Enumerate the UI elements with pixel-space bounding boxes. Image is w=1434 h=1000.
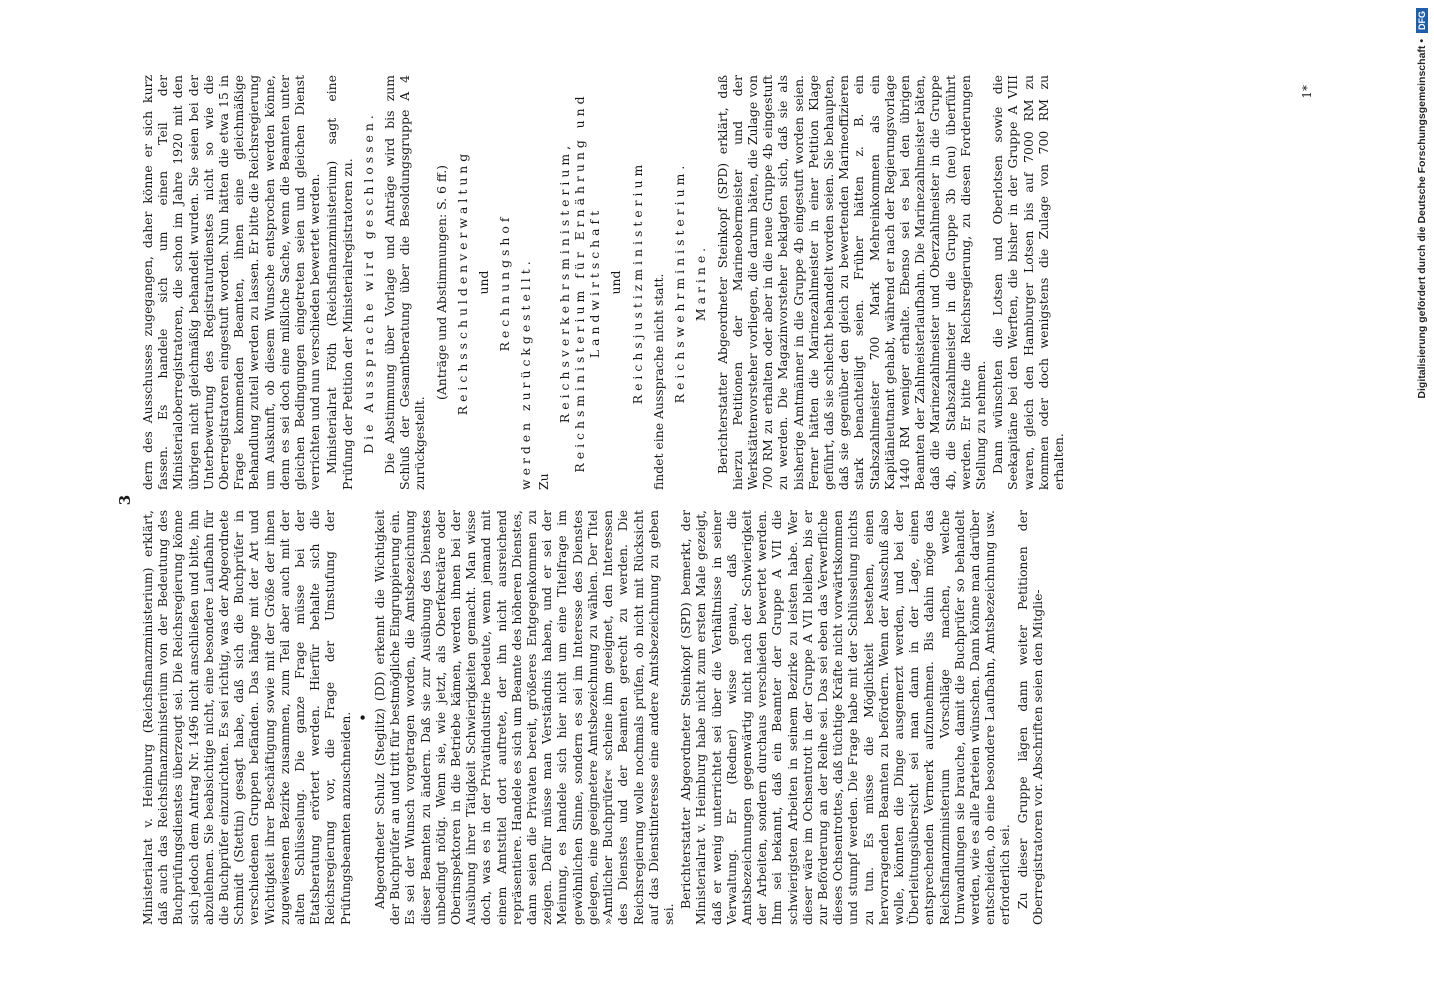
sheet-content [110, 65, 1320, 935]
digitization-notice-inner [1412, 8, 1432, 992]
heading-justice-ministry: Reichsjustizministerium [629, 160, 645, 405]
separator-dot: • [354, 713, 370, 722]
no-debate-text: findet eine Aussprache nicht statt. [650, 273, 666, 490]
footer-mark: 1* [1300, 85, 1314, 99]
paragraph-navy: Berichterstatter Abgeordneter Steinkopf (SPD) erklärt, daß hierzu Petitionen der Marineobermeister und der Werkstättenvorsteher vorliegen, die darum bäten, die Zulage von 700 RM zu erhalten oder aber in die neue Gruppe 4b eingestuft zu werden. Die Magazinvorsteher beklagten sich, daß sie als bisherige Amtmänner in die Gruppe 4b eingestuft worden seien. Ferner hätten die Marinezahlmeister in einer Petition Klage geführt, daß sie schlecht behandelt worden seien. Sie behaupten, daß sie gegenüber den gleich zu bewertenden Marineoffizieren stark benachteiligt seien. Früher hätten z. B. ein Stabszahlmeister 700 Mark Mehreinkommen als ein Kapitänleutnant gehabt, während er nach der Regierungsvorlage 1440 RM weniger erhalte. Ebenso sei es bei den übrigen Beamten der Zahlmeisterlaufbahn. Die Marinezahlmeister bäten, daß die Marinezahlmeister und Oberzahlmeister in die Gruppe 4b, die Stabszahlmeister in die Gruppe 3b (neu) überführt werden. Er bitte die Reichsregierung, zu diesen Forderungen Stellung zu nehmen. [714, 75, 988, 490]
dfg-logo: DFG [1416, 8, 1428, 33]
heading-audit-office: Rechnungshof [497, 213, 513, 352]
vote-text: Die Abstimmung über Vorlage und Anträge wird bis zum Schluß der Gesamtberatung über die Besoldungsgruppe A 4 zurückgestellt. [382, 75, 428, 490]
deferred-text: werden zurückgestellt. [518, 257, 534, 490]
paragraph-heimburg: Ministerialrat v. Heimburg (Reichsfinanzministerium) erklärt, daß auch das Reichsfinanzministerium von der Bedeutung des Buchprüfungsdienstes überzeugt sei. Die Reichsregierung könne sich jedoch dem Antrag Nr. 1496 nicht anschließen und bitte, ihn abzulehnen. Sie beabsichtige nicht, eine besondere Laufbahn für die Buchprüfer einzurichten. Es sei richtig, was der Abgeordnete Schmidt (Stettin) gesagt habe, daß sich die Buchprüfer in verschiedenen Gruppen befänden. Das hänge mit der Art und Wichtigkeit ihrer Beschäftigung sowie mit der Größe der ihnen zugewiesenen Bezirke zusammen, zum Teil aber auch mit der alten Schlüsselung. Die ganze Frage müsse bei der Etatsberatung erörtert werden. Hierfür behalte sich die Reichsregierung vor, die Frage der Umstufung der Prüfungsbeamten anzuschneiden. [140, 510, 353, 925]
vote-reference: (Anträge und Abstimmungen: S. 6 ff.) [433, 165, 449, 400]
paragraph-oberregistratoren: Zu dieser Gruppe lägen dann weiter Petitionen der Oberregistratoren vor. Abschriften seien den Mitglie- [1014, 510, 1045, 925]
digitization-notice [1412, 8, 1432, 992]
heading-defense-ministry: Reichswehrministerium. [672, 161, 688, 404]
rotated-sheet [110, 65, 1320, 935]
zu-word: Zu [535, 473, 551, 490]
paragraph-steinkopf: Berichterstatter Abgeordneter Steinkopf (SPD) bemerkt, der Ministerialrat v. Heimburg habe nicht zum ersten Male gezeigt, daß er wenig unterrichtet sei über die Verhältnisse in seiner Verwaltung. Er (Redner) wisse genau, daß die Amtsbezeichnungen gegenwärtig nicht nach der Schwierigkeit der Arbeiten, sondern durchaus verschieden bewertet werden. Ihm sei bekannt, daß ein Beamter der Gruppe A VII die schwierigsten Arbeiten in seinem Bezirke zu leisten habe. Wer dieser wäre im Ochsentrott in der Gruppe A VII bleiben, bis er zur Beförderung an der Reihe sei. Das sei eben das Verwerfliche dieses Ochsentrottes, daß tüchtige Kräfte nicht vorwärtskommen und stumpf werden. Die Frage habe mit der Schlüsselung nichts zu tun. Es müsse die Möglichkeit bestehen, einen hervorragenden Beamten zu befördern. Wenn der Ausschuß also wolle, könnten die Dinge ausgemerzt werden, und bei der Überleitungsübersicht sei man dann in der Lage, einen entsprechenden Vermerk aufzunehmen. Bis dahin möge das Reichsfinanzministerium Vorschläge machen, welche Umwandlungen sie brauche, damit die Buchprüfer so behandelt werden, wie es alle Parteien wünschen. Dann könne man darüber entscheiden, ob eine besondere Laufbahn, Amtsbezeichnung usw. erforderlich sei. [678, 510, 1013, 925]
paragraph-schulz: Abgeordneter Schulz (Steglitz) (DD) erkennt die Wichtigkeit der Buchprüfer an und tritt für bestmögliche Eingruppierung ein. Es sei der Wunsch vorgetragen worden, die Amtsbezeichnung dieser Beamten zu ändern. Daß sie zur Ausübung des Dienstes unbedingt nötig. Wenn sie, wie jetzt, als Oberfekretäre oder Oberinspektoren in die Betriebe kämen, werden ihnen bei der Ausübung ihrer Tätigkeit Schwierigkeiten gemacht. Man wisse doch, was es in der Privatindustrie bedeute, wenn jemand mit einem Amtstitel dort auftrete, der ihn nicht ausreichend repräsentiere. Handele es sich um Beamte des höheren Dienstes, dann seien die Privaten bereit, größeres Entgegenkommen zu zeigen. Dafür müsse man Verständnis haben, und er sei der Meinung, es handele sich hier nicht um eine Titelfrage im gewöhnlichen Sinne, sondern es sei im Interesse des Dienstes gelegen, eine geeignetere Amtsbezeichnung zu wählen. Der Titel »Amtlicher Buchprüfer« scheine ihm geeignet, den Interessen des Dienstes und der Beamten gerecht zu werden. Die Reichsregierung wolle nochmals prüfen, ob nicht mit Rücksicht auf das Dienstinteresse eine andere Amtsbezeichnung zu geben sei. [372, 510, 676, 925]
digitization-notice-text: Digitalisierung gefördert durch die Deutsche Forschungsgemeinschaft • [1416, 39, 1428, 399]
left-column [140, 510, 1047, 925]
paragraph-pilots: Dann wünschten die Lotsen und Oberlotsen sowie die Seekapitäne bei den Werften, die bisher in der Gruppe A VIII waren, gleich den Hamburger Lotsen bis auf 7000 RM zu kommen oder doch wenigstens die Zulage von 700 RM zu erhalten. [990, 75, 1066, 490]
paragraph-foeth: Ministerialrat Föth (Reichsfinanzministerium) sagt eine Prüfung der Petition der Ministerialregistratoren zu. [324, 75, 355, 490]
heading-debt-administration: Reichsschuldenverwaltung [454, 149, 470, 416]
page-number: 3 [116, 494, 134, 506]
discussion-closed: Die Aussprache wird geschlossen. [360, 111, 376, 454]
heading-navy: Marine. [693, 243, 709, 322]
paragraph-continuation: dern des Ausschusses zugegangen, daher könne er sich kurz fassen. Es handele sich um einen Teil der Ministerialoberregistratoren, die schon im Jahre 1920 mit den übrigen nicht gleichmäßig behandelt wurden. Sie seien bei der Unterbewertung des Registraturdienstes nicht so wie die Oberregistratoren eingestuft worden. Nun hätten die etwa 15 in Frage kommenden Beamten, ihnen eine gleichmäßige Behandlung zuteil werden zu lassen. Er bitte die Reichsregierung um Auskunft, ob diesem Wunsche entsprochen werden könne, denn es sei doch eine mißliche Sache, wenn die Beamten unter gleichen Bedingungen eingetreten seien und gleichen Dienst verrichten und nun verschieden bewertet werden. [140, 75, 323, 490]
and-word-1: und [476, 270, 492, 295]
right-column [140, 75, 1068, 490]
and-word-2: und [608, 270, 624, 295]
heading-transport-ministry: Reichsverkehrsministerium, Reichsministerium für Ernährung und Landwirtschaft [556, 92, 603, 473]
